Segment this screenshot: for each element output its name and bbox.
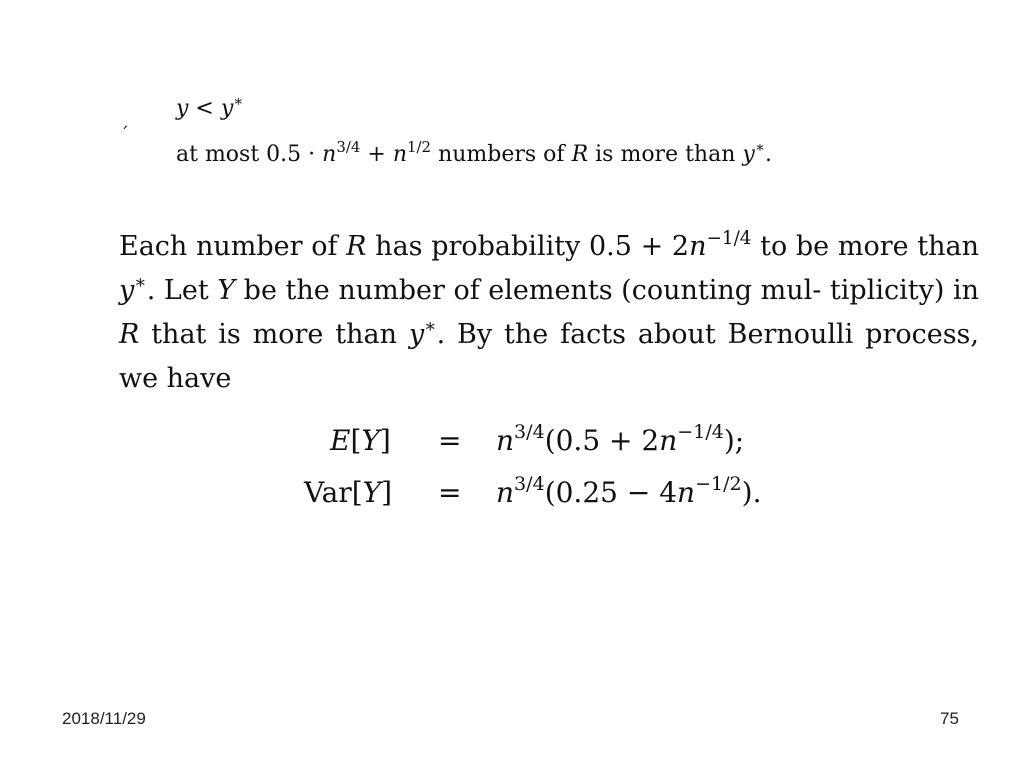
condition-line-1: y < y∗	[176, 91, 244, 121]
equation-2-lhs: Var[Y]	[304, 476, 393, 509]
main-paragraph: Each number of R has probability $0.5 + 2n^{-1/4}$ to be more than y∗. Let Y be the number of elements (counting mul- tiplicity) in R that is more than y∗. By the facts about Bernoulli process, we have	[119, 227, 979, 394]
equation-1-lhs: E[Y]	[330, 424, 391, 457]
equation-1-rhs: $n^{3/4}(0.5 + 2n^{-1/4})$;	[496, 421, 745, 457]
equation-2-op: =	[438, 476, 462, 509]
footer-date: 2018/11/29	[62, 709, 146, 728]
equation-1-op: =	[438, 424, 462, 457]
condition-line-2: at most $0.5 \cdot n^{3/4} + n^{1/2}$ numbers of R is more than y∗.	[176, 137, 772, 167]
equation-2-rhs: $n^{3/4}(0.25 - 4n^{-1/2})$.	[496, 473, 762, 509]
footer-page-number: 75	[940, 709, 959, 728]
stray-mark: ˊ	[120, 124, 129, 145]
